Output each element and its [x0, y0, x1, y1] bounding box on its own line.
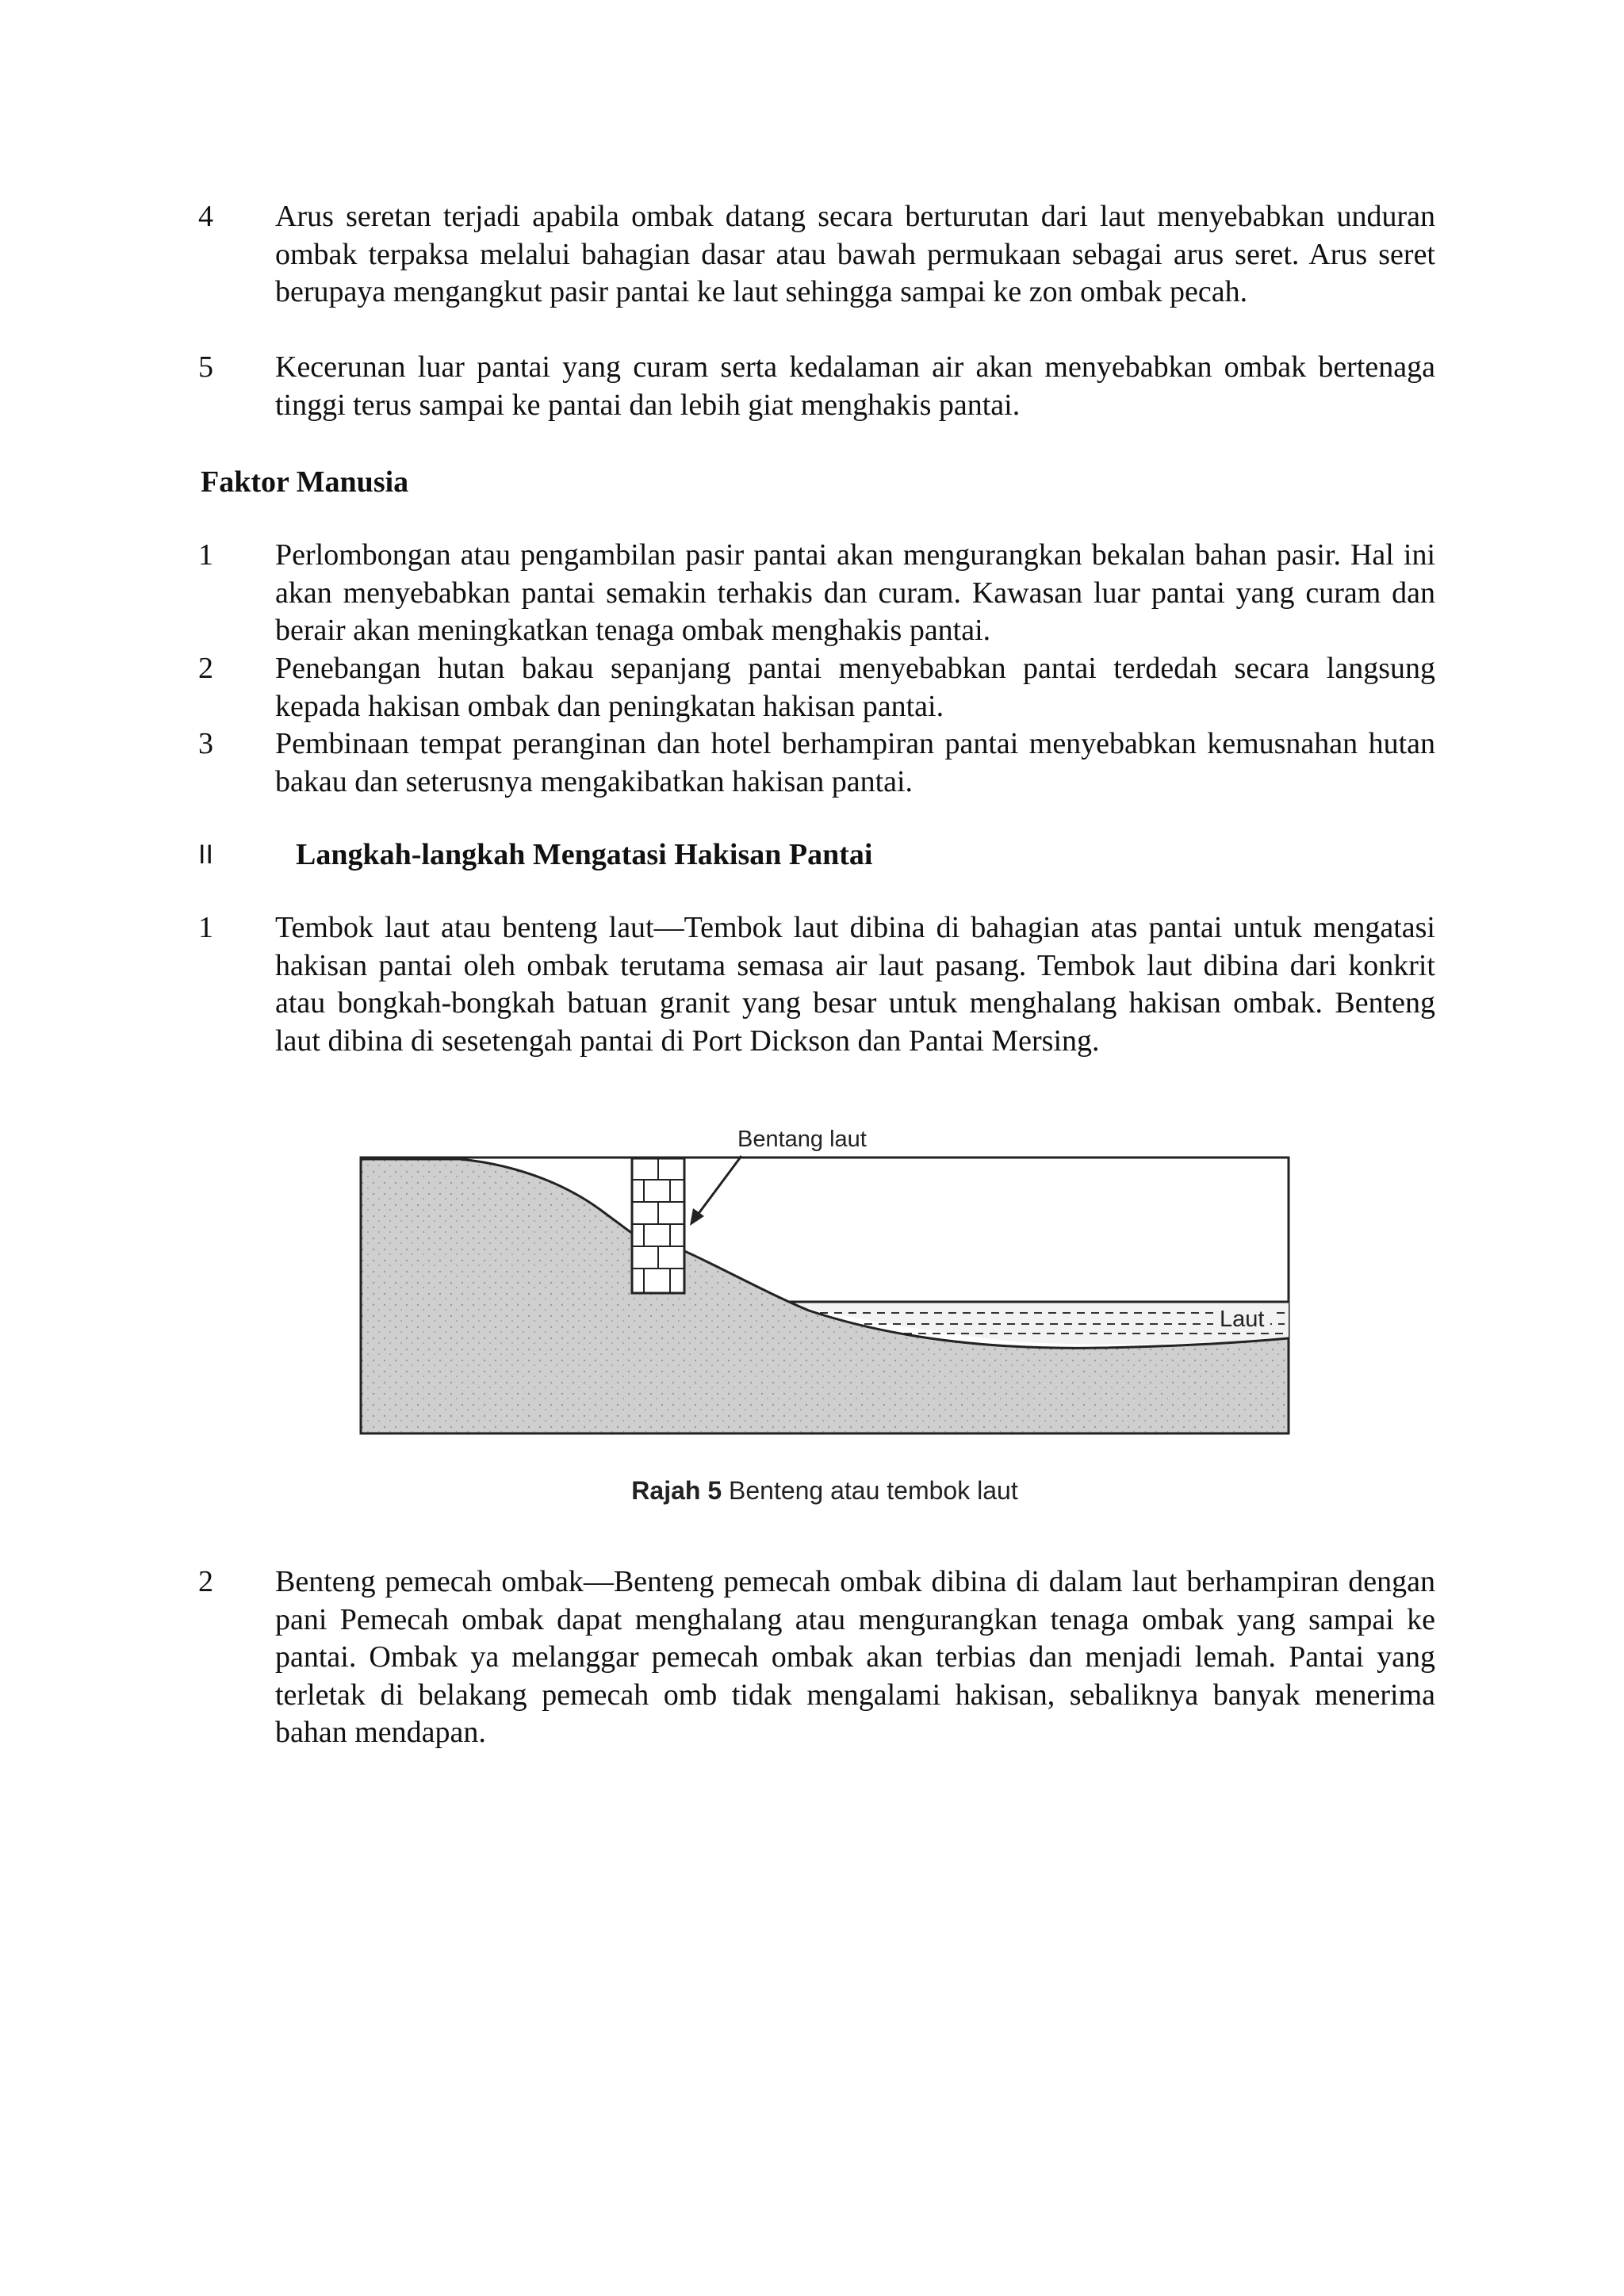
beach-sediment	[361, 1159, 1289, 1433]
list-item-2	[198, 650, 1435, 725]
list-item-3	[198, 725, 1435, 801]
list-item-text: Penebangan hutan bakau sepanjang pantai menyebabkan pantai terdedah secara langsung kepada hakisan ombak dan peningkatan hakisan pantai.	[275, 652, 1435, 723]
list-item-text: Kecerunan luar pantai yang curam serta kedalaman air akan menyebabkan ombak bertenaga tinggi terus sampai ke pantai dan lebih giat menghakis pantai.	[275, 350, 1435, 422]
label-arrow	[695, 1156, 741, 1218]
list-item-1	[198, 537, 1435, 650]
figure-rajah-5	[349, 1124, 1300, 1521]
list-item-number: 5	[198, 350, 213, 384]
list-item-4	[198, 198, 1435, 312]
list-item-number: 4	[198, 200, 213, 233]
label-laut: Laut	[1220, 1307, 1265, 1332]
list-item-text: Tembok laut atau benteng laut—Tembok laut dibina di bahagian atas pantai untuk mengatasi hakisan pantai oleh ombak terutama semasa air laut pasang. Tembok laut dibina dari konkrit atau bongkah-bongkah batuan granit yang besar untuk menghalang hakisan ombak. Benteng laut dibina di sesetengah pantai di Port Dickson dan Pantai Mersing.	[275, 911, 1435, 1058]
list-item-number: 2	[198, 652, 213, 685]
list-item-number: 1	[198, 538, 213, 572]
list-item-number: 1	[198, 911, 213, 944]
list-item-5	[198, 349, 1435, 424]
section-heading-langkah: Langkah-langkah Mengatasi Hakisan Pantai	[296, 838, 873, 871]
list-item-text: Arus seretan terjadi apabila ombak datang secara berturutan dari laut menyebabkan unduran ombak terpaksa melalui bahagian dasar atau bawah permukaan sebagai arus seret. Arus seret berupaya mengangkut pasir pantai ke laut sehingga sampai ke zon ombak pecah.	[275, 200, 1435, 308]
seawall-diagram	[349, 1124, 1332, 1521]
list-item-text: Benteng pemecah ombak—Benteng pemecah ombak dibina di dalam laut berhampiran dengan pani Pemecah ombak dapat menghalang atau mengurangkan tenaga ombak yang sampai ke pantai. Ombak ya melanggar pemecah ombak akan terbias dan menjadi lemah. Pantai yang terletak di belakang pemecah omb tidak mengalami hakisan, sebaliknya banyak menerima bahan mendapan.	[275, 1565, 1435, 1749]
list-item-number: 2	[198, 1565, 213, 1598]
figure-caption	[349, 1475, 1300, 1506]
caption-number: Rajah 5	[631, 1476, 722, 1505]
list-item-2-pemecah	[198, 1563, 1435, 1752]
caption-text: Benteng atau tembok laut	[722, 1476, 1018, 1505]
list-item-text: Pembinaan tempat peranginan dan hotel berhampiran pantai menyebabkan kemusnahan hutan bakau dan seterusnya mengakibatkan hakisan pantai.	[275, 727, 1435, 798]
sea-wall	[632, 1158, 684, 1293]
list-item-1-tembok	[198, 909, 1435, 1060]
list-item-number: 3	[198, 727, 213, 760]
section-heading-faktor-manusia: Faktor Manusia	[201, 465, 409, 499]
label-bentang-laut: Bentang laut	[737, 1127, 867, 1152]
list-item-text: Perlombongan atau pengambilan pasir pantai akan mengurangkan bekalan bahan pasir. Hal ini akan menyebabkan pantai semakin terhakis dan curam. Kawasan luar pantai yang curam dan berair akan meningkatkan tenaga ombak menghakis pantai.	[275, 538, 1435, 647]
section-numeral: II	[198, 840, 213, 870]
